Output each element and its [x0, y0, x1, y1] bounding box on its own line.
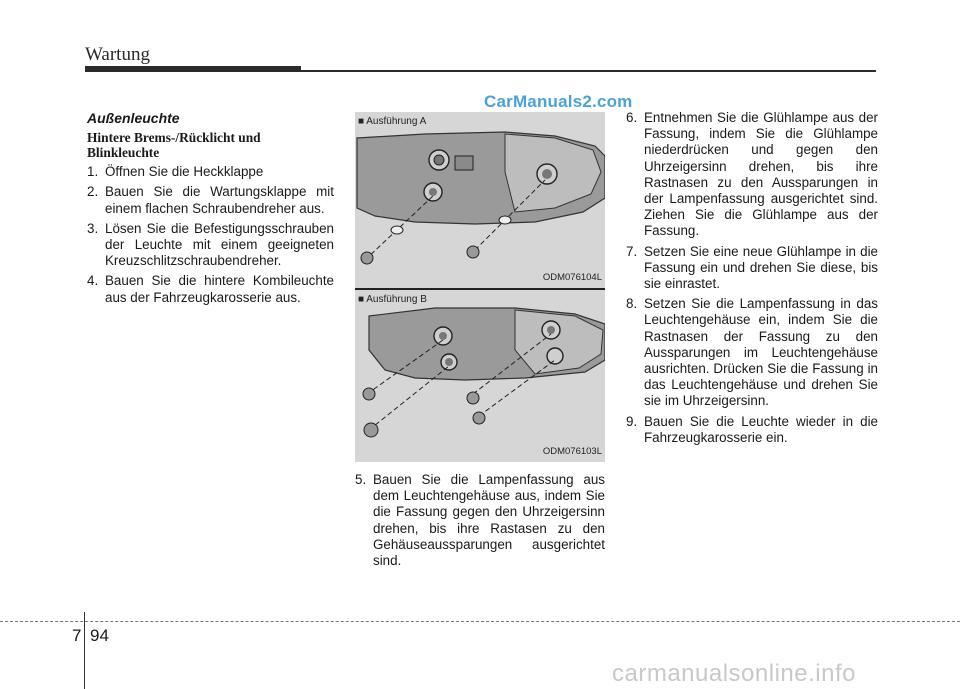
step-8 [626, 296, 878, 409]
figure-version-a [355, 112, 605, 288]
step-text: Bauen Sie die Lampenfassung aus dem Leuchtengehäuse aus, indem Sie die Fassung gegen den Uhrzeigersinn drehen, bis ihre Rastasen zu den Gehäuseaussparungen ausgerichtet sind. [373, 472, 605, 569]
chapter-number: 7 [72, 626, 82, 645]
step-number: 5. [355, 472, 367, 487]
step-number: 2. [87, 184, 99, 200]
page-number: 94 [90, 626, 109, 645]
figure-code: ODM076103L [542, 445, 602, 457]
subsection-title: Hintere Brems-/Rücklicht und Blinkleuchte [87, 130, 261, 161]
column-2-text [355, 472, 605, 569]
step-7 [626, 244, 878, 293]
step-number: 8. [626, 296, 638, 312]
column-1 [87, 110, 334, 310]
watermark-link[interactable]: CarManuals2.com [484, 92, 633, 111]
tail-lamp-illustration-a [355, 112, 605, 288]
step-6 [626, 110, 878, 240]
figure-label: ■ Ausführung B [358, 294, 427, 305]
step-text: Bauen Sie die Leuchte wieder in die Fahrzeugkarosserie ein. [644, 413, 878, 445]
step-number: 3. [87, 220, 99, 236]
figure-version-b [355, 288, 605, 462]
footer-vertical-rule [84, 612, 85, 689]
figure-code: ODM076104L [542, 271, 602, 283]
step-1 [87, 164, 334, 180]
footer-watermark: carmanualsonline.info [612, 660, 856, 687]
step-3 [87, 221, 334, 270]
step-number: 9. [626, 413, 638, 429]
step-text: Setzen Sie eine neue Glühlampe in die Fassung ein und drehen Sie diese, bis sie einrastet. [644, 243, 878, 292]
step-2 [87, 184, 334, 216]
header-rule-thin [301, 70, 876, 72]
step-number: 6. [626, 110, 638, 125]
step-text: Öffnen Sie die Heckklappe [105, 164, 264, 180]
header-rule-thick [85, 66, 301, 72]
step-number: 1. [87, 164, 99, 180]
page-header-title: Wartung [85, 44, 150, 65]
step-4 [87, 273, 334, 305]
step-number: 7. [626, 243, 638, 259]
figure-label: ■ Ausführung A [358, 116, 427, 127]
step-text: Bauen Sie die hintere Kombileuchte aus der Fahrzeugkarosserie aus. [105, 273, 334, 305]
step-text: Lösen Sie die Befestigungsschrauben der Leuchte mit einem geeigneten Kreuzschlitzschraubendreher. [105, 220, 334, 269]
step-text: Setzen Sie die Lampenfassung in das Leuchtengehäuse ein, indem Sie die Rastnasen der Fassung zu den Aussparungen im Leuchtengehäuse ausrichten. Drücken Sie die Fassung in das Leuchtengehäuse und drehen Sie sie im Uhrzeigersinn. [644, 296, 878, 409]
step-9 [626, 414, 878, 446]
column-2 [355, 112, 605, 573]
step-5 [355, 472, 605, 569]
tail-lamp-illustration-b [355, 290, 605, 462]
footer-dashed-rule [0, 621, 960, 622]
step-number: 4. [87, 273, 99, 289]
step-text: Entnehmen Sie die Glühlampe aus der Fassung, indem Sie die Glühlampe niederdrücken und gegen den Uhrzeigersinn drehen, bis ihre Rastnasen zu den Aussparungen in der Lampenfassung ausgerichtet sind. Ziehen Sie die Glühlampe aus der Fassung. [644, 110, 878, 239]
section-title: Außenleuchte [87, 110, 180, 126]
step-text: Bauen Sie die Wartungsklappe mit einem flachen Schraubendreher aus. [105, 184, 334, 216]
column-3 [626, 110, 878, 450]
